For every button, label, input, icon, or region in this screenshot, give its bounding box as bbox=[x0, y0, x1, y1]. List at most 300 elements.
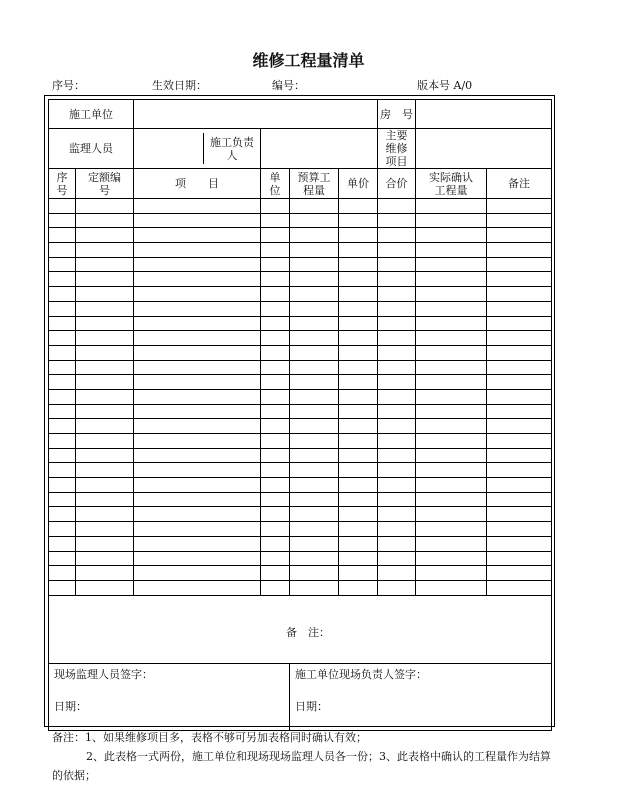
table-cell[interactable] bbox=[339, 536, 378, 551]
table-cell[interactable] bbox=[290, 536, 339, 551]
table-cell[interactable] bbox=[487, 389, 552, 404]
table-cell[interactable] bbox=[416, 492, 487, 507]
table-cell[interactable] bbox=[339, 492, 378, 507]
table-row bbox=[49, 272, 552, 287]
table-cell[interactable] bbox=[290, 434, 339, 449]
table-cell[interactable] bbox=[378, 301, 416, 316]
table-row bbox=[49, 580, 552, 595]
table-cell[interactable] bbox=[416, 389, 487, 404]
table-cell[interactable] bbox=[339, 463, 378, 478]
table-cell[interactable] bbox=[416, 345, 487, 360]
table-cell[interactable] bbox=[416, 536, 487, 551]
table-cell[interactable] bbox=[290, 301, 339, 316]
table-cell[interactable] bbox=[416, 580, 487, 595]
supervisor-sign-label: 现场监理人员签字： bbox=[54, 667, 153, 681]
table-cell[interactable] bbox=[487, 492, 552, 507]
table-cell[interactable] bbox=[261, 551, 290, 566]
table-cell[interactable] bbox=[261, 507, 290, 522]
table-cell[interactable] bbox=[378, 404, 416, 419]
table-cell[interactable] bbox=[378, 345, 416, 360]
table-cell[interactable] bbox=[49, 228, 76, 243]
table-cell[interactable] bbox=[378, 257, 416, 272]
table-cell[interactable] bbox=[378, 375, 416, 390]
col-quota-no: 定额编号 bbox=[76, 169, 134, 199]
table-cell[interactable] bbox=[339, 331, 378, 346]
table-cell[interactable] bbox=[339, 580, 378, 595]
table-cell[interactable] bbox=[134, 478, 261, 493]
table-cell[interactable] bbox=[290, 551, 339, 566]
table-cell[interactable] bbox=[416, 316, 487, 331]
table-cell[interactable] bbox=[76, 213, 134, 228]
table-cell[interactable] bbox=[416, 404, 487, 419]
table-cell[interactable] bbox=[487, 551, 552, 566]
table-cell[interactable] bbox=[49, 551, 76, 566]
table-cell[interactable] bbox=[261, 199, 290, 214]
table-cell[interactable] bbox=[76, 331, 134, 346]
table-cell[interactable] bbox=[339, 301, 378, 316]
table-cell[interactable] bbox=[261, 345, 290, 360]
table-cell[interactable] bbox=[134, 375, 261, 390]
table-row bbox=[49, 213, 552, 228]
table-cell[interactable] bbox=[487, 463, 552, 478]
table-cell[interactable] bbox=[339, 228, 378, 243]
table-cell[interactable] bbox=[134, 243, 261, 258]
seq-label: 序号： bbox=[52, 79, 85, 92]
table-row bbox=[49, 566, 552, 581]
table-cell[interactable] bbox=[290, 492, 339, 507]
supervisor-label: 监理人员 bbox=[49, 129, 134, 169]
table-row bbox=[49, 360, 552, 375]
table-cell[interactable] bbox=[76, 507, 134, 522]
table-row bbox=[49, 389, 552, 404]
table-cell[interactable] bbox=[378, 448, 416, 463]
table-cell[interactable] bbox=[76, 301, 134, 316]
table-cell[interactable] bbox=[134, 492, 261, 507]
table-row bbox=[49, 243, 552, 258]
table-cell[interactable] bbox=[76, 199, 134, 214]
table-cell[interactable] bbox=[487, 272, 552, 287]
table-cell[interactable] bbox=[339, 404, 378, 419]
table-cell[interactable] bbox=[49, 375, 76, 390]
table-cell[interactable] bbox=[134, 257, 261, 272]
table-cell[interactable] bbox=[290, 522, 339, 537]
table-cell[interactable] bbox=[378, 331, 416, 346]
table-cell[interactable] bbox=[261, 580, 290, 595]
table-cell[interactable] bbox=[261, 492, 290, 507]
table-cell[interactable] bbox=[487, 580, 552, 595]
remarks-cell[interactable] bbox=[49, 595, 552, 663]
table-row bbox=[49, 287, 552, 302]
table-cell[interactable] bbox=[49, 243, 76, 258]
table-cell[interactable] bbox=[134, 551, 261, 566]
col-seq: 序号 bbox=[49, 169, 76, 199]
table-cell[interactable] bbox=[487, 257, 552, 272]
table-cell[interactable] bbox=[416, 419, 487, 434]
footer-note-1: 备注：1、如果维修项目多，表格不够可另加表格同时确认有效； bbox=[52, 731, 367, 744]
table-cell[interactable] bbox=[487, 228, 552, 243]
table-cell[interactable] bbox=[134, 360, 261, 375]
table-row bbox=[49, 228, 552, 243]
table-cell[interactable] bbox=[49, 478, 76, 493]
table-cell[interactable] bbox=[49, 257, 76, 272]
table-cell[interactable] bbox=[261, 463, 290, 478]
table-cell[interactable] bbox=[290, 287, 339, 302]
table-cell[interactable] bbox=[378, 228, 416, 243]
table-cell[interactable] bbox=[290, 478, 339, 493]
table-cell[interactable] bbox=[487, 375, 552, 390]
table-cell[interactable] bbox=[76, 287, 134, 302]
table-cell[interactable] bbox=[416, 331, 487, 346]
table-cell[interactable] bbox=[416, 360, 487, 375]
table-cell[interactable] bbox=[261, 331, 290, 346]
table-cell[interactable] bbox=[76, 566, 134, 581]
table-cell[interactable] bbox=[339, 448, 378, 463]
table-cell[interactable] bbox=[134, 463, 261, 478]
table-cell[interactable] bbox=[261, 375, 290, 390]
table-cell[interactable] bbox=[49, 434, 76, 449]
table-cell[interactable] bbox=[134, 272, 261, 287]
table-cell[interactable] bbox=[290, 199, 339, 214]
table-cell[interactable] bbox=[76, 272, 134, 287]
table-cell[interactable] bbox=[261, 228, 290, 243]
supervisor-value[interactable] bbox=[134, 133, 204, 164]
table-cell[interactable] bbox=[378, 478, 416, 493]
main-items-label: 主要维修项目 bbox=[378, 129, 416, 169]
table-cell[interactable] bbox=[487, 331, 552, 346]
table-cell[interactable] bbox=[49, 287, 76, 302]
table-row bbox=[49, 551, 552, 566]
table-cell[interactable] bbox=[49, 272, 76, 287]
table-cell[interactable] bbox=[49, 316, 76, 331]
table-cell[interactable] bbox=[487, 301, 552, 316]
table-cell[interactable] bbox=[261, 536, 290, 551]
table-cell[interactable] bbox=[416, 463, 487, 478]
table-cell[interactable] bbox=[339, 287, 378, 302]
table-cell[interactable] bbox=[416, 301, 487, 316]
table-row bbox=[49, 536, 552, 551]
table-cell[interactable] bbox=[76, 375, 134, 390]
table-cell[interactable] bbox=[416, 375, 487, 390]
table-cell[interactable] bbox=[76, 360, 134, 375]
table-cell[interactable] bbox=[339, 375, 378, 390]
table-cell[interactable] bbox=[49, 463, 76, 478]
table-cell[interactable] bbox=[76, 434, 134, 449]
table-cell[interactable] bbox=[339, 566, 378, 581]
table-cell[interactable] bbox=[339, 316, 378, 331]
table-cell[interactable] bbox=[134, 301, 261, 316]
version-label: 版本号 A/0 bbox=[417, 79, 473, 92]
table-cell[interactable] bbox=[339, 360, 378, 375]
remarks-row bbox=[49, 595, 552, 663]
room-no-value[interactable] bbox=[416, 100, 552, 129]
table-cell[interactable] bbox=[339, 478, 378, 493]
table-cell[interactable] bbox=[290, 448, 339, 463]
table-cell[interactable] bbox=[378, 551, 416, 566]
table-cell[interactable] bbox=[76, 463, 134, 478]
table-cell[interactable] bbox=[76, 522, 134, 537]
table-cell[interactable] bbox=[378, 316, 416, 331]
table-cell[interactable] bbox=[49, 301, 76, 316]
table-row bbox=[49, 492, 552, 507]
table-cell[interactable] bbox=[339, 257, 378, 272]
table-cell[interactable] bbox=[416, 522, 487, 537]
table-cell[interactable] bbox=[290, 419, 339, 434]
table-cell[interactable] bbox=[416, 507, 487, 522]
table-cell[interactable] bbox=[416, 448, 487, 463]
table-cell[interactable] bbox=[378, 360, 416, 375]
table-cell[interactable] bbox=[49, 492, 76, 507]
table-cell[interactable] bbox=[487, 360, 552, 375]
table-cell[interactable] bbox=[416, 199, 487, 214]
table-cell[interactable] bbox=[487, 522, 552, 537]
unit-sign-label: 施工单位现场负责人签字： bbox=[295, 667, 427, 681]
table-cell[interactable] bbox=[134, 419, 261, 434]
table-cell[interactable] bbox=[134, 316, 261, 331]
footer-note-2: 2、此表格一式两份，施工单位和现场现场监理人员各一份；3、此表格中确认的工程量作为结算的依据； bbox=[52, 750, 551, 782]
table-cell[interactable] bbox=[261, 448, 290, 463]
table-cell[interactable] bbox=[378, 419, 416, 434]
table-cell[interactable] bbox=[49, 345, 76, 360]
effective-date-label: 生效日期： bbox=[152, 79, 207, 92]
table-cell[interactable] bbox=[416, 213, 487, 228]
table-cell[interactable] bbox=[416, 287, 487, 302]
table-cell[interactable] bbox=[76, 257, 134, 272]
table-cell[interactable] bbox=[261, 257, 290, 272]
table-cell[interactable] bbox=[49, 331, 76, 346]
table-cell[interactable] bbox=[134, 287, 261, 302]
table-cell[interactable] bbox=[339, 272, 378, 287]
table-cell[interactable] bbox=[261, 287, 290, 302]
table-cell[interactable] bbox=[261, 434, 290, 449]
table-cell[interactable] bbox=[76, 389, 134, 404]
construction-lead-label: 施工负责人 bbox=[210, 135, 254, 162]
table-cell[interactable] bbox=[76, 551, 134, 566]
table-cell[interactable] bbox=[261, 301, 290, 316]
table-cell[interactable] bbox=[487, 345, 552, 360]
table-cell[interactable] bbox=[378, 213, 416, 228]
table-cell[interactable] bbox=[339, 199, 378, 214]
table-cell[interactable] bbox=[378, 243, 416, 258]
table-cell[interactable] bbox=[261, 566, 290, 581]
table-cell[interactable] bbox=[134, 331, 261, 346]
table-cell[interactable] bbox=[290, 213, 339, 228]
table-cell[interactable] bbox=[378, 580, 416, 595]
table-cell[interactable] bbox=[487, 507, 552, 522]
table-cell[interactable] bbox=[416, 228, 487, 243]
table-cell[interactable] bbox=[487, 243, 552, 258]
table-cell[interactable] bbox=[49, 404, 76, 419]
table-row bbox=[49, 478, 552, 493]
table-cell[interactable] bbox=[49, 360, 76, 375]
table-cell[interactable] bbox=[378, 492, 416, 507]
table-cell[interactable] bbox=[290, 507, 339, 522]
table-cell[interactable] bbox=[487, 566, 552, 581]
table-cell[interactable] bbox=[76, 419, 134, 434]
table-cell[interactable] bbox=[339, 419, 378, 434]
table-cell[interactable] bbox=[487, 434, 552, 449]
table-cell[interactable] bbox=[378, 287, 416, 302]
table-cell[interactable] bbox=[134, 434, 261, 449]
table-cell[interactable] bbox=[290, 580, 339, 595]
table-cell[interactable] bbox=[290, 228, 339, 243]
table-cell[interactable] bbox=[134, 507, 261, 522]
col-unit: 单位 bbox=[261, 169, 290, 199]
table-cell[interactable] bbox=[487, 404, 552, 419]
table-cell[interactable] bbox=[49, 507, 76, 522]
supervisor-date-label: 日期： bbox=[54, 699, 87, 713]
table-cell[interactable] bbox=[290, 345, 339, 360]
table-cell[interactable] bbox=[261, 316, 290, 331]
table-cell[interactable] bbox=[76, 580, 134, 595]
table-cell[interactable] bbox=[76, 243, 134, 258]
table-cell[interactable] bbox=[487, 536, 552, 551]
table-cell[interactable] bbox=[261, 360, 290, 375]
table-cell[interactable] bbox=[76, 536, 134, 551]
room-no-label: 房 号 bbox=[378, 100, 416, 129]
table-cell[interactable] bbox=[339, 389, 378, 404]
table-row bbox=[49, 463, 552, 478]
table-cell[interactable] bbox=[134, 389, 261, 404]
table-row bbox=[49, 434, 552, 449]
table-cell[interactable] bbox=[261, 404, 290, 419]
unit-signature-cell[interactable] bbox=[290, 663, 552, 730]
header-row-2 bbox=[49, 129, 552, 169]
table-cell[interactable] bbox=[49, 580, 76, 595]
table-cell[interactable] bbox=[378, 272, 416, 287]
table-cell[interactable] bbox=[487, 448, 552, 463]
col-item: 项 目 bbox=[134, 169, 261, 199]
construction-lead-value[interactable] bbox=[261, 129, 378, 169]
table-cell[interactable] bbox=[290, 566, 339, 581]
table-cell[interactable] bbox=[290, 404, 339, 419]
table-cell[interactable] bbox=[49, 389, 76, 404]
table-cell[interactable] bbox=[49, 566, 76, 581]
table-cell[interactable] bbox=[134, 345, 261, 360]
table-cell[interactable] bbox=[378, 434, 416, 449]
header-row-1 bbox=[49, 100, 552, 129]
table-row bbox=[49, 522, 552, 537]
table-row bbox=[49, 448, 552, 463]
table-cell[interactable] bbox=[134, 213, 261, 228]
footer-notes bbox=[52, 728, 557, 785]
table-cell[interactable] bbox=[49, 213, 76, 228]
table-cell[interactable] bbox=[261, 243, 290, 258]
table-cell[interactable] bbox=[49, 419, 76, 434]
table-cell[interactable] bbox=[49, 199, 76, 214]
table-cell[interactable] bbox=[134, 228, 261, 243]
table-cell[interactable] bbox=[487, 419, 552, 434]
table-cell[interactable] bbox=[378, 507, 416, 522]
table-cell[interactable] bbox=[261, 419, 290, 434]
table-cell[interactable] bbox=[339, 345, 378, 360]
table-cell[interactable] bbox=[261, 272, 290, 287]
table-cell[interactable] bbox=[487, 287, 552, 302]
table-cell[interactable] bbox=[76, 345, 134, 360]
quantity-table bbox=[48, 99, 552, 731]
table-cell[interactable] bbox=[339, 522, 378, 537]
table-cell[interactable] bbox=[290, 331, 339, 346]
table-cell[interactable] bbox=[416, 257, 487, 272]
table-cell[interactable] bbox=[378, 566, 416, 581]
table-cell[interactable] bbox=[134, 566, 261, 581]
table-cell[interactable] bbox=[76, 492, 134, 507]
table-cell[interactable] bbox=[49, 448, 76, 463]
table-cell[interactable] bbox=[134, 404, 261, 419]
table-cell[interactable] bbox=[339, 243, 378, 258]
code-label: 编号： bbox=[272, 79, 305, 92]
table-cell[interactable] bbox=[416, 551, 487, 566]
table-cell[interactable] bbox=[134, 448, 261, 463]
column-header-row bbox=[49, 169, 552, 199]
table-cell[interactable] bbox=[378, 463, 416, 478]
table-cell[interactable] bbox=[487, 478, 552, 493]
table-cell[interactable] bbox=[378, 536, 416, 551]
table-cell[interactable] bbox=[134, 199, 261, 214]
table-cell[interactable] bbox=[487, 199, 552, 214]
table-cell[interactable] bbox=[49, 522, 76, 537]
table-cell[interactable] bbox=[378, 522, 416, 537]
table-cell[interactable] bbox=[290, 316, 339, 331]
table-cell[interactable] bbox=[416, 434, 487, 449]
table-cell[interactable] bbox=[290, 272, 339, 287]
table-row bbox=[49, 257, 552, 272]
table-row bbox=[49, 345, 552, 360]
table-cell[interactable] bbox=[339, 213, 378, 228]
table-cell[interactable] bbox=[487, 316, 552, 331]
table-cell[interactable] bbox=[378, 199, 416, 214]
construction-unit-value[interactable] bbox=[134, 100, 378, 129]
main-items-value[interactable] bbox=[416, 129, 552, 169]
table-cell[interactable] bbox=[134, 580, 261, 595]
table-cell[interactable] bbox=[76, 228, 134, 243]
table-cell[interactable] bbox=[416, 272, 487, 287]
table-cell[interactable] bbox=[416, 478, 487, 493]
table-cell[interactable] bbox=[290, 360, 339, 375]
table-cell[interactable] bbox=[290, 257, 339, 272]
table-cell[interactable] bbox=[290, 243, 339, 258]
table-cell[interactable] bbox=[76, 316, 134, 331]
table-cell[interactable] bbox=[134, 522, 261, 537]
table-cell[interactable] bbox=[76, 478, 134, 493]
table-cell[interactable] bbox=[49, 536, 76, 551]
table-cell[interactable] bbox=[339, 551, 378, 566]
table-cell[interactable] bbox=[416, 566, 487, 581]
table-cell[interactable] bbox=[339, 507, 378, 522]
table-cell[interactable] bbox=[261, 389, 290, 404]
table-cell[interactable] bbox=[261, 213, 290, 228]
supervisor-signature-cell[interactable] bbox=[49, 663, 290, 730]
table-cell[interactable] bbox=[76, 404, 134, 419]
table-cell[interactable] bbox=[290, 463, 339, 478]
table-cell[interactable] bbox=[261, 478, 290, 493]
col-confirmed-qty: 实际确认工程量 bbox=[416, 169, 487, 199]
table-cell[interactable] bbox=[290, 375, 339, 390]
table-cell[interactable] bbox=[261, 522, 290, 537]
table-row bbox=[49, 507, 552, 522]
col-total-price: 合价 bbox=[378, 169, 416, 199]
table-cell[interactable] bbox=[134, 536, 261, 551]
table-cell[interactable] bbox=[76, 448, 134, 463]
construction-unit-label: 施工单位 bbox=[49, 100, 134, 129]
table-cell[interactable] bbox=[378, 389, 416, 404]
table-cell[interactable] bbox=[416, 243, 487, 258]
col-unit-price: 单价 bbox=[339, 169, 378, 199]
signature-row bbox=[49, 663, 552, 730]
table-cell[interactable] bbox=[339, 434, 378, 449]
table-cell[interactable] bbox=[290, 389, 339, 404]
table-cell[interactable] bbox=[487, 213, 552, 228]
col-remark: 备注 bbox=[487, 169, 552, 199]
